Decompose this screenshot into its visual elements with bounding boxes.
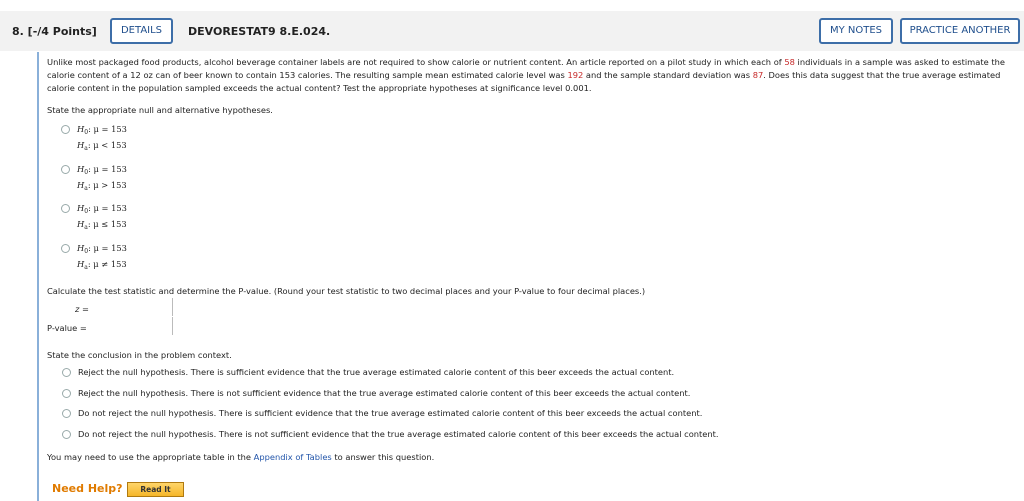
question-number: 8. [-/4 Points] xyxy=(12,25,97,38)
conclusion-option-4-radio[interactable] xyxy=(62,430,71,439)
hypothesis-option-1-h0: $H_0$: μ = 153 xyxy=(77,124,127,136)
appendix-note: You may need to use the appropriate table in the Appendix of Tables to answer this question. xyxy=(47,452,435,462)
my-notes-button[interactable]: MY NOTES xyxy=(819,18,893,44)
read-it-button[interactable]: Read It xyxy=(127,482,184,497)
conclusion-option-1-radio[interactable] xyxy=(62,368,71,377)
conclusion-option-3-radio[interactable] xyxy=(62,409,71,418)
p-value-label: P-value = xyxy=(47,323,87,333)
details-button[interactable]: DETAILS xyxy=(110,18,173,44)
hypothesis-option-2-h0: $H_0$: μ = 153 xyxy=(77,164,127,176)
hypothesis-option-3-h0: $H_0$: μ = 153 xyxy=(77,203,127,215)
hypothesis-option-2-radio[interactable] xyxy=(61,165,70,174)
hypotheses-prompt: State the appropriate null and alternative hypotheses. xyxy=(47,105,273,115)
z-input[interactable] xyxy=(172,298,173,316)
z-label: z = xyxy=(75,304,89,314)
practice-another-button[interactable]: PRACTICE ANOTHER xyxy=(900,18,1020,44)
conclusion-option-4-label: Do not reject the null hypothesis. There is not sufficient evidence that the true average estimated calorie content of this beer exceeds the actual content. xyxy=(78,429,719,439)
p-value-input[interactable] xyxy=(172,317,173,335)
hypothesis-option-4-radio[interactable] xyxy=(61,244,70,253)
hypothesis-option-3-radio[interactable] xyxy=(61,204,70,213)
conclusion-prompt: State the conclusion in the problem context. xyxy=(47,350,232,360)
hypothesis-option-4-ha: $H_a$: μ ≠ 153 xyxy=(77,259,127,271)
sample-sd-value: 87 xyxy=(752,70,764,80)
hypothesis-option-2-ha: $H_a$: μ > 153 xyxy=(77,180,127,192)
hypothesis-option-1-ha: $H_a$: μ < 153 xyxy=(77,140,127,152)
need-help-label: Need Help? xyxy=(52,482,123,495)
problem-statement: Unlike most packaged food products, alcohol beverage container labels are not required to show calorie or nutrient content. An article reported on a pilot study in which each of 58 individuals in a sample was asked to estimate the calorie content of a 12 oz can of beer known to contain 153 calories. The resulting sample mean estimated calorie level was 192 and the sample standard deviation was 87. Does this data suggest that the true average estimated calorie content in the population sampled exceeds the actual content? Test the appropriate hypotheses at significance level 0.001. xyxy=(47,57,1005,93)
appendix-link[interactable]: Appendix of Tables xyxy=(253,452,332,462)
hypothesis-option-4-h0: $H_0$: μ = 153 xyxy=(77,243,127,255)
hypothesis-option-1-radio[interactable] xyxy=(61,125,70,134)
conclusion-option-1-label: Reject the null hypothesis. There is sufficient evidence that the true average estimated calorie content of this beer exceeds the actual content. xyxy=(78,367,675,377)
question-code: DEVORESTAT9 8.E.024. xyxy=(188,25,331,38)
sample-mean-value: 192 xyxy=(567,70,584,80)
question-border xyxy=(37,52,39,501)
hypothesis-option-3-ha: $H_a$: μ ≤ 153 xyxy=(77,219,127,231)
conclusion-option-2-label: Reject the null hypothesis. There is not sufficient evidence that the true average estimated calorie content of this beer exceeds the actual content. xyxy=(78,388,691,398)
sample-size-value: 58 xyxy=(784,57,795,67)
conclusion-option-3-label: Do not reject the null hypothesis. There is sufficient evidence that the true average estimated calorie content of this beer exceeds the actual content. xyxy=(78,408,703,418)
calculation-prompt: Calculate the test statistic and determine the P-value. (Round your test statistic to two decimal places and your P-value to four decimal places.) xyxy=(47,286,646,296)
conclusion-option-2-radio[interactable] xyxy=(62,389,71,398)
